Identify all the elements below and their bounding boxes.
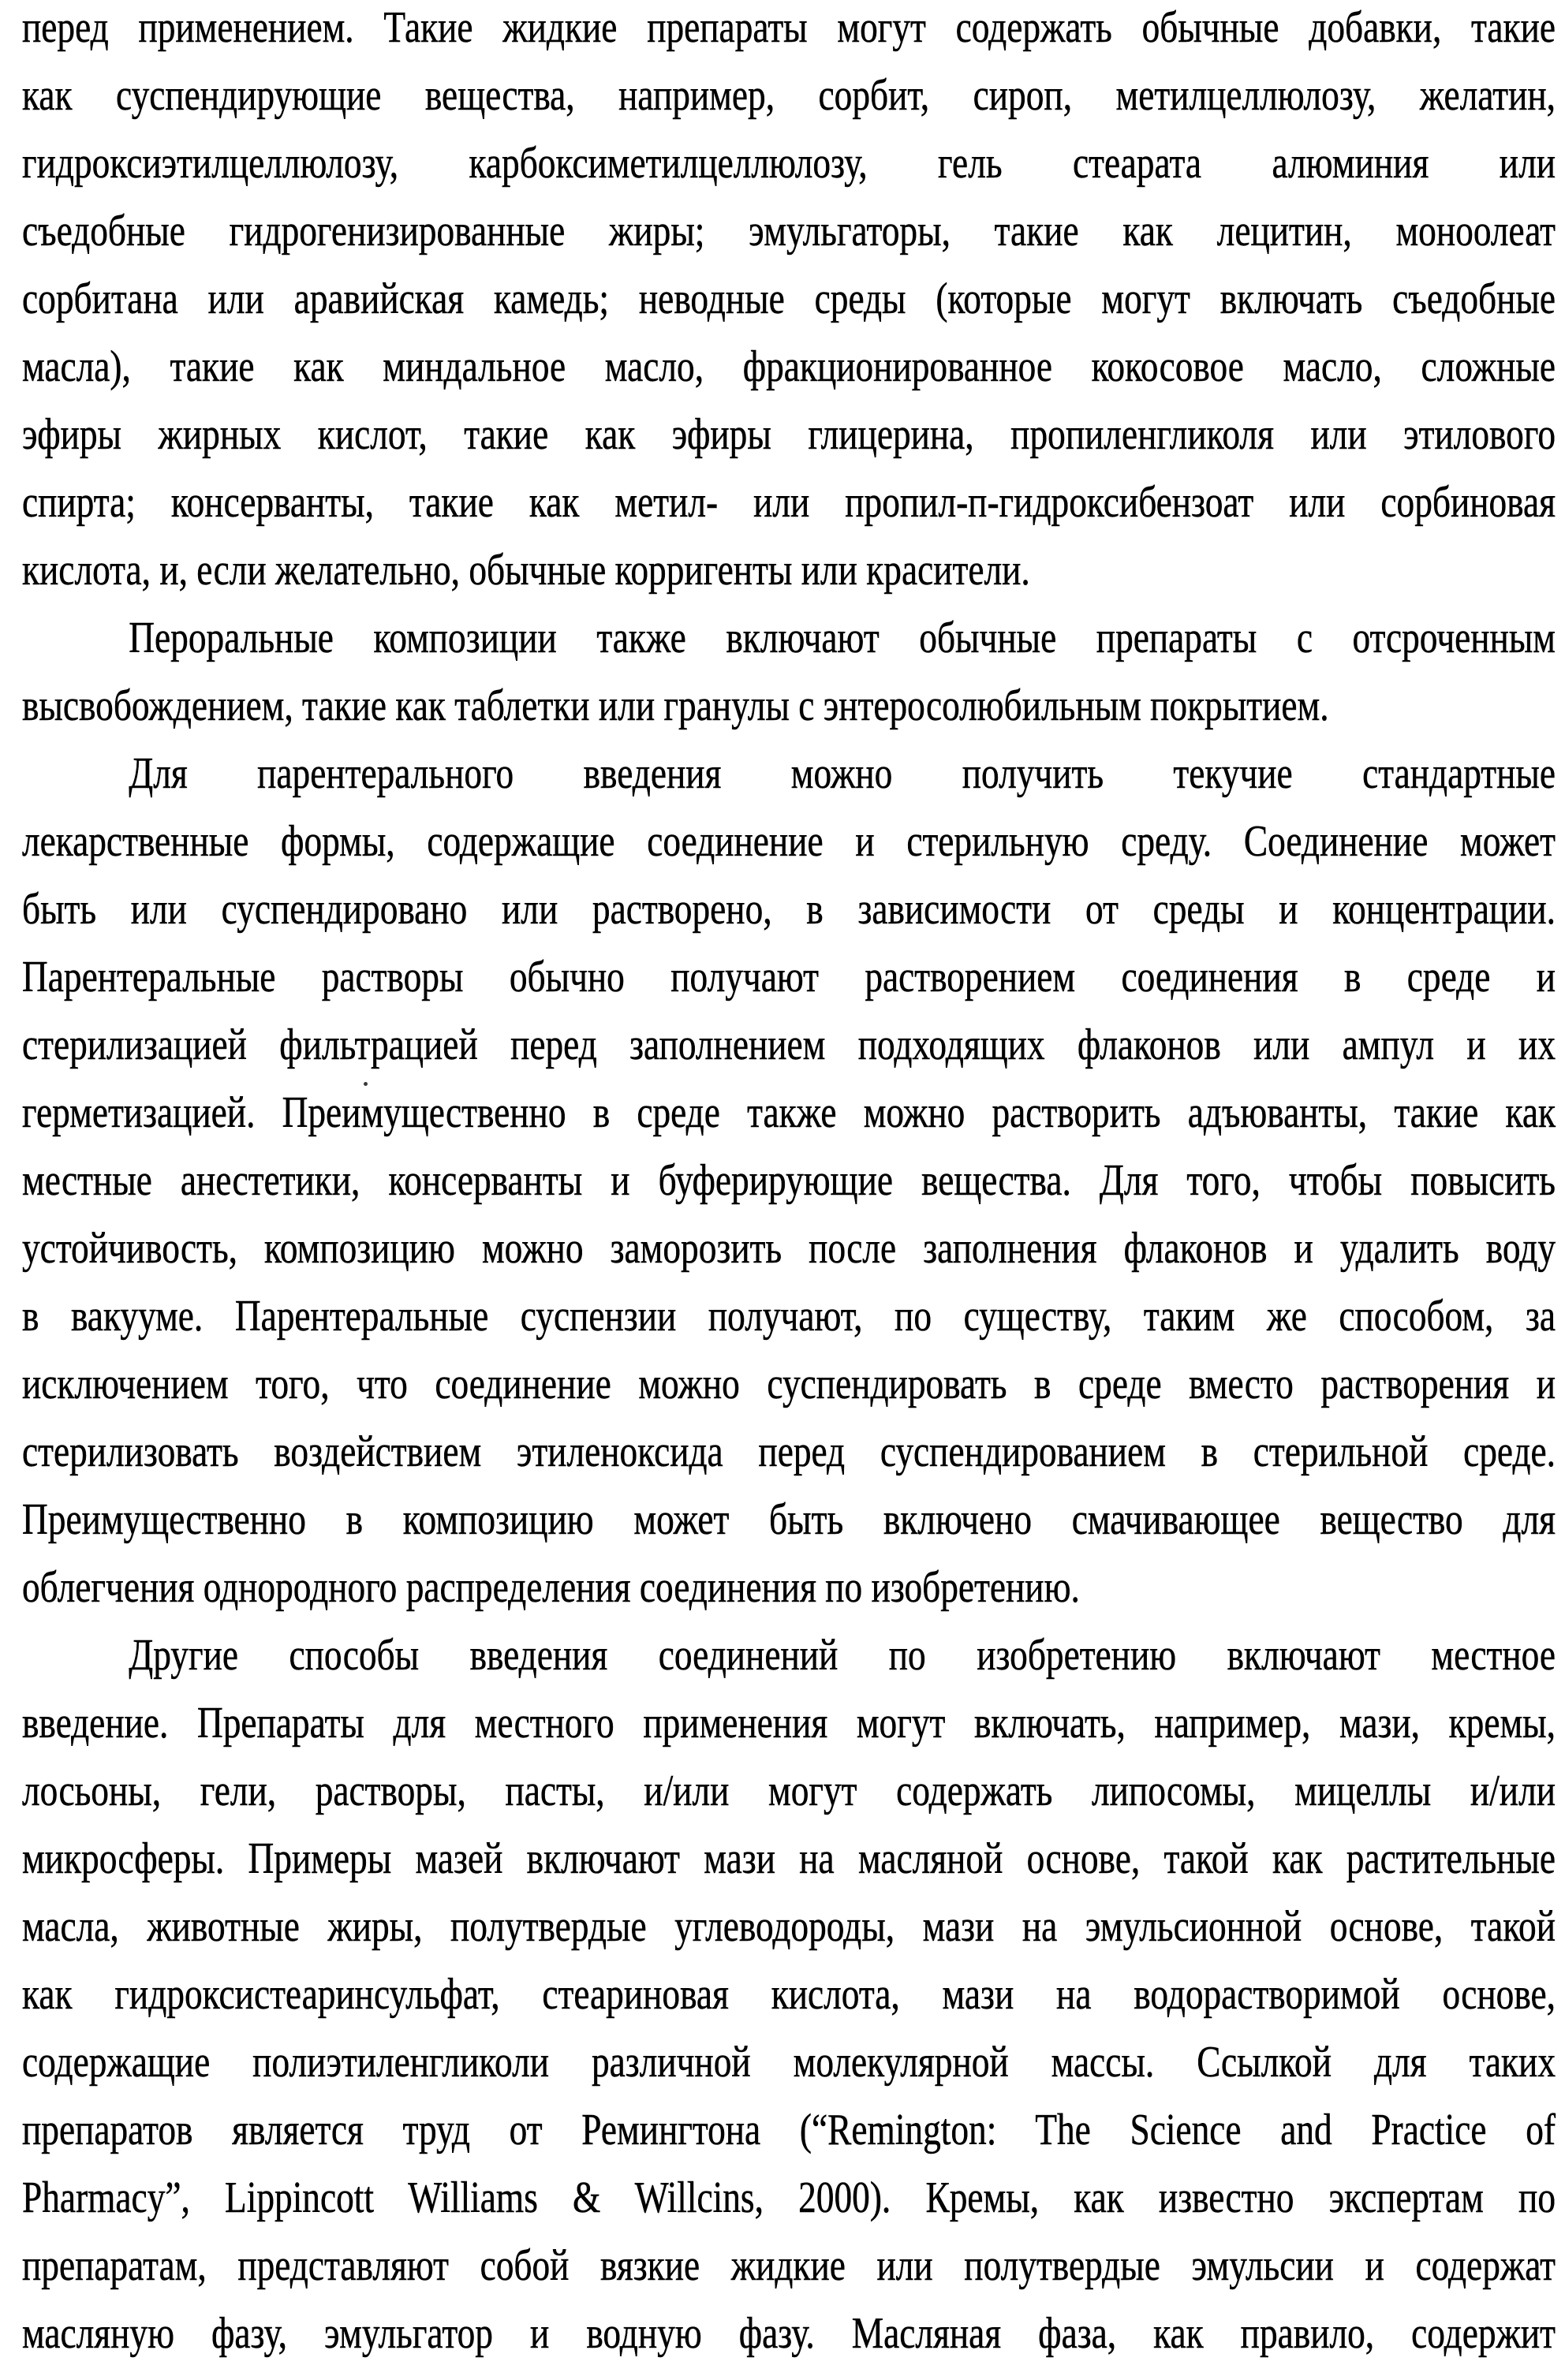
text-line: Для парентерального введения можно получить текучие стандартные [129, 749, 1556, 798]
text-line: содержащие полиэтиленгликоли различной молекулярной массы. Ссылкой для таких [22, 2038, 1556, 2087]
text-line: как суспендирующие вещества, например, сорбит, сироп, метилцеллюлозу, желатин, [22, 71, 1556, 120]
text-line: герметизацией. Преимущественно в среде также можно растворить адъюванты, такие как [22, 1088, 1556, 1137]
text-line: эфиры жирных кислот, такие как эфиры глицерина, пропиленгликоля или этилового [22, 410, 1556, 459]
text-line: стерилизацией фильтрацией перед заполнением подходящих флаконов или ампул и их [22, 1020, 1556, 1069]
text-line: Парентеральные растворы обычно получают растворением соединения в среде и [22, 953, 1556, 1002]
text-line: исключением того, что соединение можно суспендировать в среде вместо растворения и [22, 1360, 1556, 1408]
text-line: микросферы. Примеры мазей включают мази на масляной основе, такой как растительные [22, 1834, 1556, 1883]
text-line: препаратов является труд от Ремингтона (“Remington: The Science and Practice of [22, 2106, 1556, 2154]
text-line: в вакууме. Парентеральные суспензии получают, по существу, таким же способом, за [22, 1292, 1556, 1341]
text-block [22, 0, 1556, 2367]
text-line: спирта; консерванты, такие как метил- или пропил-п-гидроксибензоат или сорбиновая [22, 478, 1556, 527]
text-line: съедобные гидрогенизированные жиры; эмульгаторы, такие как лецитин, моноолеат [22, 207, 1556, 256]
text-line: лосьоны, гели, растворы, пасты, и/или могут содержать липосомы, мицеллы и/или [22, 1766, 1556, 1815]
text-line: Другие способы введения соединений по изобретению включают местное [129, 1631, 1556, 1680]
text-line: устойчивость, композицию можно заморозить после заполнения флаконов и удалить воду [22, 1224, 1556, 1273]
text-line: Пероральные композиции также включают обычные препараты с отсроченным [129, 614, 1556, 662]
text-line: Pharmacy”, Lippincott Williams & Willcins, 2000). Кремы, как известно экспертам по [22, 2173, 1556, 2222]
text-line: перед применением. Такие жидкие препараты могут содержать обычные добавки, такие [22, 3, 1556, 52]
text-line: кислота, и, если желательно, обычные корригенты или красители. [22, 546, 1030, 595]
text-line: введение. Препараты для местного применения могут включать, например, мази, кремы, [22, 1699, 1556, 1748]
text-line: облегчения однородного распределения соединения по изобретению. [22, 1563, 1080, 1612]
text-line: масла, животные жиры, полутвердые углеводороды, мази на эмульсионной основе, такой [22, 1902, 1556, 1951]
text-line: сорбитана или аравийская камедь; неводные среды (которые могут включать съедобные [22, 274, 1556, 323]
text-line: местные анестетики, консерванты и буферирующие вещества. Для того, чтобы повысить [22, 1156, 1556, 1205]
text-line: масла), такие как миндальное масло, фракционированное кокосовое масло, сложные [22, 342, 1556, 391]
text-line: препаратам, представляют собой вязкие жидкие или полутвердые эмульсии и содержат [22, 2241, 1556, 2290]
text-line: высвобождением, такие как таблетки или гранулы с энтеросолюбильным покрытием. [22, 681, 1329, 730]
text-line: как гидроксистеаринсульфат, стеариновая кислота, мази на водорастворимой основе, [22, 1970, 1556, 2019]
text-line: масляную фазу, эмульгатор и водную фазу. Масляная фаза, как правило, содержит [22, 2309, 1556, 2358]
text-line: лекарственные формы, содержащие соединение и стерильную среду. Соединение может [22, 817, 1556, 866]
scan-speck-artifact [364, 1082, 368, 1086]
text-line: быть или суспендировано или растворено, в зависимости от среды и концентрации. [22, 885, 1556, 934]
text-line: стерилизовать воздействием этиленоксида перед суспендированием в стерильной среде. [22, 1427, 1556, 1476]
text-line: гидроксиэтилцеллюлозу, карбоксиметилцеллюлозу, гель стеарата алюминия или [22, 139, 1556, 188]
text-line: Преимущественно в композицию может быть включено смачивающее вещество для [22, 1495, 1556, 1544]
